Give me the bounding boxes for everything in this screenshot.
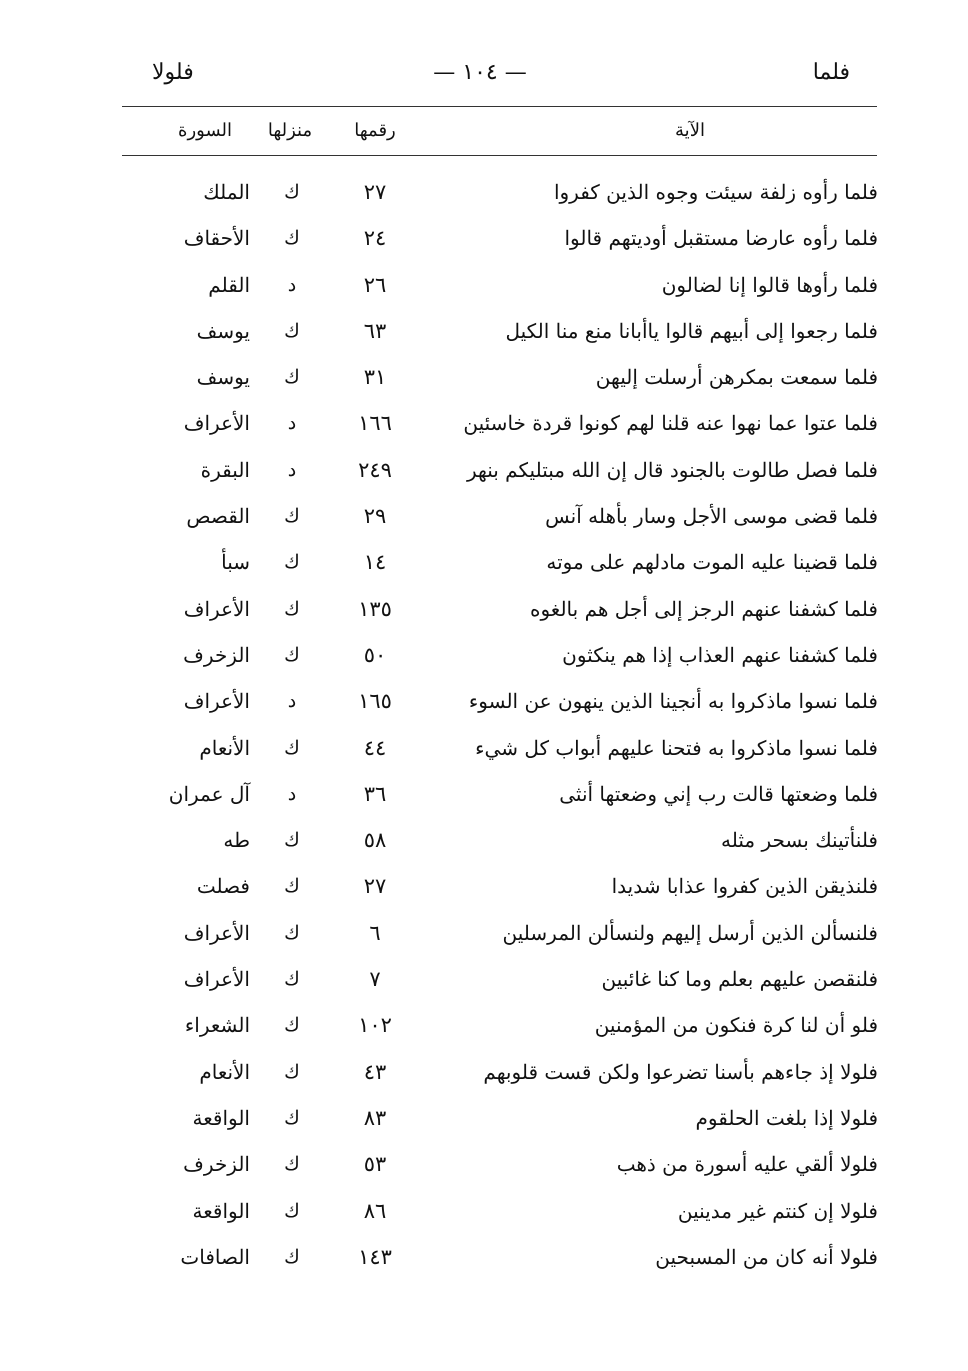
surah-name: الأنعام	[199, 735, 250, 760]
table-row	[0, 959, 968, 1005]
surah-name: فصلت	[196, 874, 250, 899]
ayah-number: ٨٦	[363, 1198, 387, 1223]
revelation-place: ك	[284, 551, 300, 574]
surah-name: الملك	[203, 180, 250, 204]
ayah-text: فلما وضعتها قالت رب إني وضعتها أنثى	[559, 781, 878, 806]
ayah-number: ٦٣	[363, 318, 387, 343]
revelation-place: ك	[284, 319, 300, 342]
table-row	[0, 913, 968, 959]
revelation-place: د	[287, 458, 297, 481]
table-row	[0, 635, 968, 681]
table-row	[0, 1144, 968, 1190]
ayah-number: ١٦٦	[358, 411, 392, 436]
ayah-number: ٥٨	[363, 828, 387, 853]
surah-name: يوسف	[196, 365, 250, 390]
ayah-text: فلما كشفنا عنهم العذاب إذا هم ينكثون	[562, 642, 878, 667]
surah-name: الأنعام	[199, 1059, 250, 1084]
ayah-number: ١٤٣	[358, 1244, 392, 1269]
ayah-text: فلنأتينك بسحر مثله	[721, 828, 878, 853]
table-row	[0, 1052, 968, 1098]
revelation-place: ك	[284, 227, 300, 250]
column-header-number: رقمها	[354, 120, 396, 141]
table-row	[0, 681, 968, 727]
revelation-place: د	[287, 782, 297, 805]
ayah-text: فلما رجعوا إلى أبيهم قالوا ياأبانا منع منا الكيل	[505, 318, 878, 343]
ayah-text: فلما نسوا ماذكروا به أنجينا الذين ينهون عن السوء	[468, 689, 878, 714]
ayah-number: ٣١	[363, 365, 387, 390]
table-row	[0, 172, 968, 218]
surah-name: الواقعة	[192, 1198, 250, 1223]
revelation-place: ك	[284, 181, 300, 203]
ayah-number: ٨٣	[363, 1105, 387, 1130]
surah-name: الأعراف	[183, 411, 250, 436]
table-row	[0, 1005, 968, 1051]
table-row	[0, 450, 968, 496]
ayah-text: فلما سمعت بمكرهن أرسلت إليهن	[595, 365, 878, 390]
ayah-text: فلما عتوا عما نهوا عنه قلنا لهم كونوا قردة خاسئين	[463, 411, 878, 436]
table-row	[0, 542, 968, 588]
revelation-place: د	[287, 690, 297, 713]
ayah-number: ٢٦	[363, 272, 387, 297]
ayah-text: فلو أن لنا كرة فنكون من المؤمنين	[594, 1013, 878, 1038]
column-header-divider	[122, 155, 877, 156]
column-header-surah: السورة	[178, 120, 232, 141]
table-row	[0, 218, 968, 264]
ayah-number: ١٤	[363, 550, 387, 575]
revelation-place: ك	[284, 505, 300, 528]
surah-name: البقرة	[200, 457, 250, 482]
revelation-place: ك	[284, 1060, 300, 1083]
column-header-place: منزلها	[267, 120, 313, 141]
ayah-text: فلنسألن الذين أرسل إليهم ولنسألن المرسلين	[502, 920, 878, 945]
ayah-text: فلولا أنه كان من المسبحين	[655, 1244, 878, 1269]
table-row	[0, 357, 968, 403]
ayah-number: ٢٧	[363, 874, 387, 899]
surah-name: القلم	[208, 272, 250, 297]
ayah-number: ٥٠	[363, 642, 387, 667]
revelation-place: ك	[284, 366, 300, 389]
column-header-ayah: الآية	[675, 120, 705, 141]
revelation-place: ك	[284, 921, 300, 944]
revelation-place: ك	[284, 1245, 300, 1268]
ayah-text: فلولا إن كنتم غير مدينين	[677, 1198, 878, 1223]
ayah-text: فلما رأوه عارضا مستقبل أوديتهم قالوا	[564, 226, 878, 251]
table-row	[0, 1098, 968, 1144]
revelation-place: ك	[284, 643, 300, 666]
surah-name: الواقعة	[192, 1105, 250, 1130]
ayah-text: فلما قضينا عليه الموت مادلهم على موته	[546, 550, 878, 575]
ayah-number: ٦	[369, 920, 381, 945]
ayah-text: فلنذيقن الذين كفروا عذابا شديدا	[611, 874, 878, 899]
ayah-text: فلما رأوه زلفة سيئت وجوه الذين كفروا	[553, 180, 878, 204]
revelation-place: د	[287, 273, 297, 296]
header-left-keyword: فلولا	[152, 60, 194, 85]
revelation-place: ك	[284, 1106, 300, 1129]
ayah-number: ٣٦	[363, 781, 387, 806]
revelation-place: ك	[284, 968, 300, 991]
ayah-number: ١٦٥	[358, 689, 392, 714]
ayah-text: فلنقصن عليهم بعلم وما كنا غائبين	[601, 967, 878, 992]
surah-name: الصافات	[180, 1244, 250, 1269]
surah-name: الأعراف	[183, 920, 250, 945]
surah-name: الأعراف	[183, 596, 250, 621]
revelation-place: ك	[284, 1199, 300, 1222]
table-row	[0, 728, 968, 774]
ayah-text: فلما فصل طالوت بالجنود قال إن الله مبتليكم بنهر	[466, 457, 878, 482]
revelation-place: ك	[284, 736, 300, 759]
table-row	[0, 403, 968, 449]
ayah-number: ١٣٥	[358, 596, 392, 621]
table-row	[0, 1191, 968, 1237]
revelation-place: ك	[284, 597, 300, 620]
surah-name: الشعراء	[184, 1013, 250, 1038]
page-number: — ١٠٤ —	[433, 60, 527, 85]
ayah-number: ٤٣	[363, 1059, 387, 1084]
header-divider	[122, 106, 877, 107]
ayah-number: ٢٤	[363, 226, 387, 251]
ayah-text: فلولا إذا بلغت الحلقوم	[695, 1105, 878, 1130]
ayah-number: ٢٩	[363, 504, 387, 529]
ayah-number: ٢٧	[363, 180, 387, 204]
surah-name: القصص	[186, 504, 250, 529]
surah-name: الأحقاف	[183, 226, 250, 251]
surah-name: الأعراف	[183, 967, 250, 992]
revelation-place: ك	[284, 1153, 300, 1176]
revelation-place: ك	[284, 1014, 300, 1037]
surah-name: الزخرف	[183, 642, 250, 667]
table-row	[0, 496, 968, 542]
table-row	[0, 774, 968, 820]
surah-name: يوسف	[196, 318, 250, 343]
ayah-text: فلولا إذ جاءهم بأسنا تضرعوا ولكن قست قلوبهم	[483, 1059, 878, 1084]
table-row	[0, 1237, 968, 1283]
surah-name: طه	[223, 828, 250, 853]
table-row	[0, 820, 968, 866]
index-table	[0, 172, 968, 1283]
ayah-text: فلما كشفنا عنهم الرجز إلى أجل هم بالغوه	[530, 596, 878, 621]
ayah-number: ٥٣	[363, 1152, 387, 1177]
revelation-place: ك	[284, 829, 300, 852]
revelation-place: د	[287, 412, 297, 435]
ayah-text: فلولا ألقي عليه أسورة من ذهب	[616, 1152, 878, 1177]
table-row	[0, 265, 968, 311]
ayah-text: فلما نسوا ماذكروا به فتحنا عليهم أبواب كل شيء	[475, 735, 878, 760]
header-right-keyword: فلما	[812, 60, 850, 85]
ayah-number: ٤٤	[363, 735, 387, 760]
revelation-place: ك	[284, 875, 300, 898]
surah-name: الزخرف	[183, 1152, 250, 1177]
surah-name: الأعراف	[183, 689, 250, 714]
surah-name: سبأ	[221, 550, 250, 575]
table-row	[0, 866, 968, 912]
table-row	[0, 589, 968, 635]
ayah-text: فلما رأوها قالوا إنا لضالون	[661, 272, 878, 297]
ayah-number: ٢٤٩	[358, 457, 392, 482]
ayah-text: فلما قضى موسى الأجل وسار بأهله آنس	[545, 504, 878, 529]
ayah-number: ٧	[369, 967, 381, 992]
ayah-number: ١٠٢	[358, 1013, 392, 1038]
table-row	[0, 311, 968, 357]
surah-name: آل عمران	[168, 781, 250, 806]
